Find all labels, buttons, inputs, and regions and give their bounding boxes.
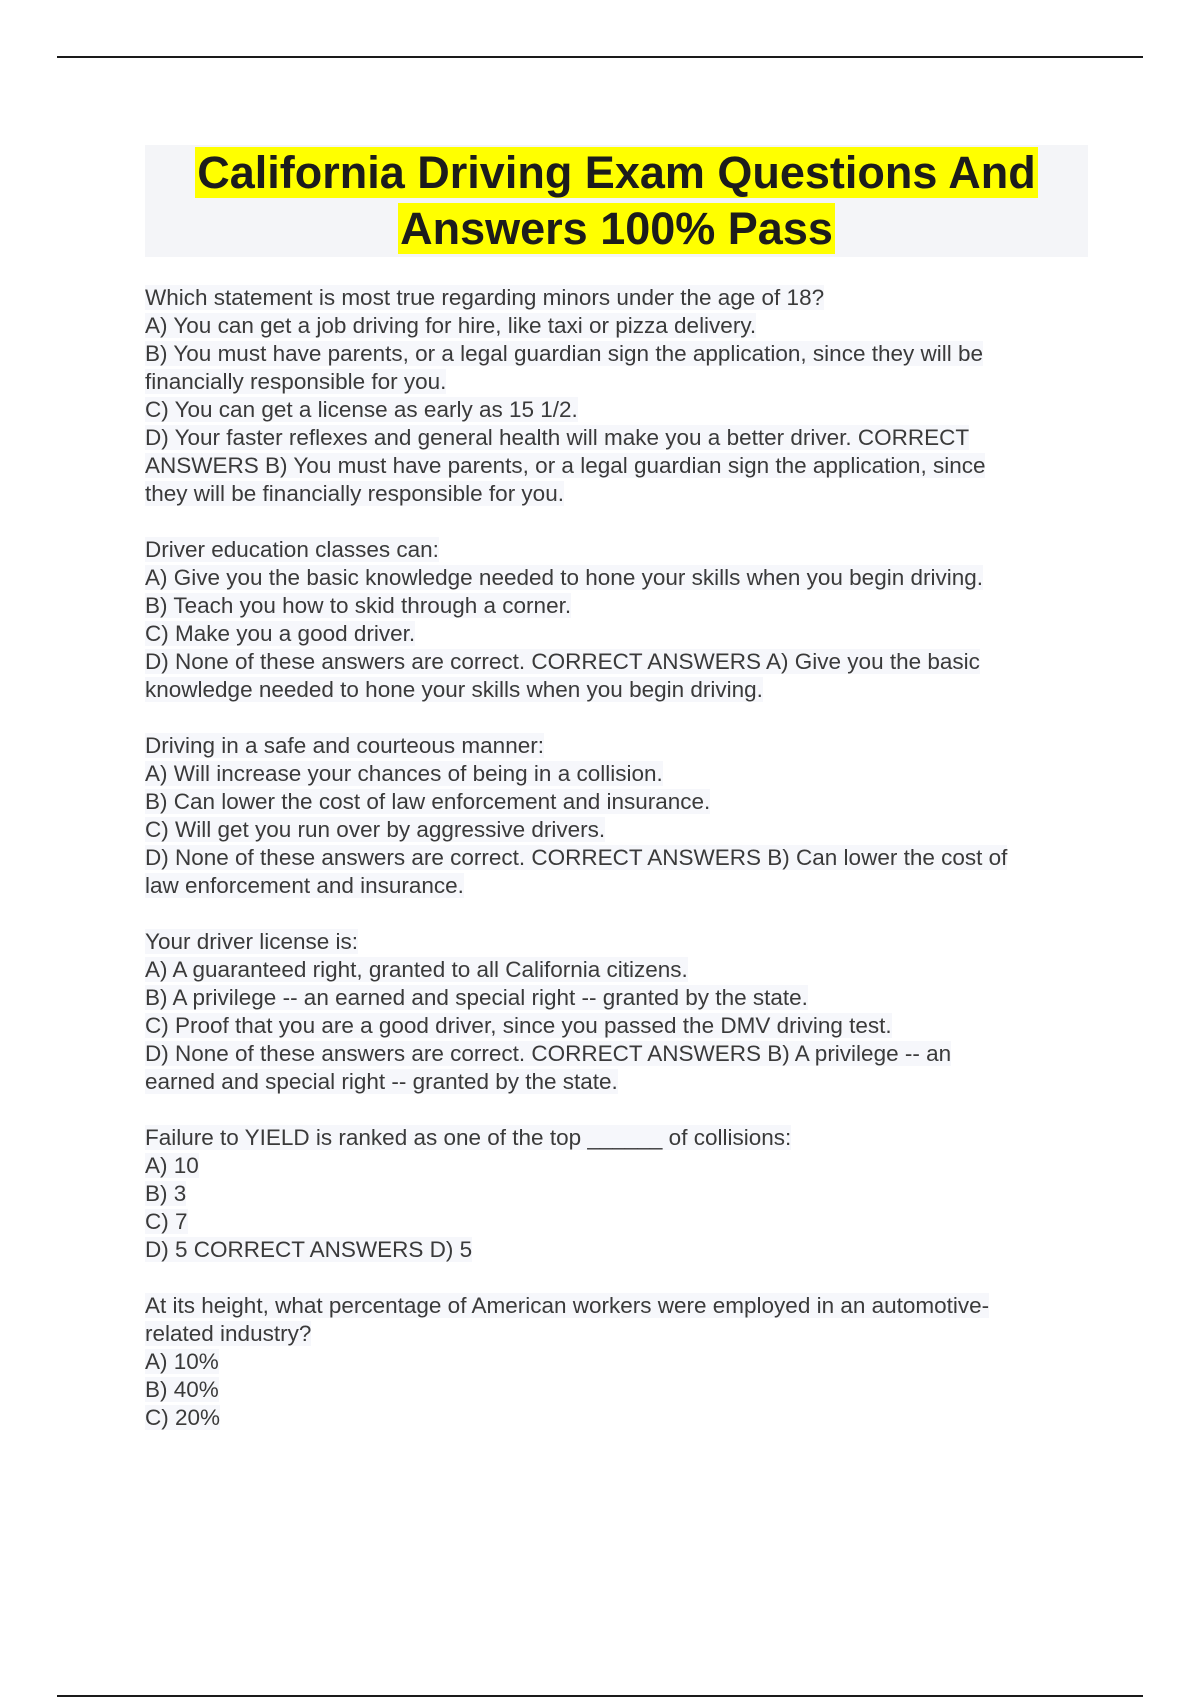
line-text: they will be financially responsible for you. [145, 481, 564, 506]
answer-line [145, 648, 1085, 676]
line-text: D) None of these answers are correct. CORRECT ANSWERS B) A privilege -- an [145, 1041, 952, 1066]
answer-line [145, 1208, 1085, 1236]
question-block [145, 284, 1085, 508]
line-text: A) Give you the basic knowledge needed to hone your skills when you begin driving. [145, 565, 984, 590]
page-title [145, 145, 1088, 257]
question-text [145, 732, 1085, 760]
question-text [145, 928, 1085, 956]
line-text: Driving in a safe and courteous manner: [145, 733, 544, 758]
line-text: B) 40% [145, 1377, 219, 1402]
answer-line [145, 844, 1085, 872]
line-text: C) You can get a license as early as 15 1/2. [145, 397, 578, 422]
line-text: B) Can lower the cost of law enforcement and insurance. [145, 789, 711, 814]
answer-line [145, 1040, 1085, 1068]
answer-line [145, 564, 1085, 592]
line-text: D) Your faster reflexes and general health will make you a better driver. CORRECT [145, 425, 970, 450]
line-text: C) Will get you run over by aggressive drivers. [145, 817, 606, 842]
answer-line [145, 396, 1085, 424]
line-text: B) You must have parents, or a legal guardian sign the application, since they will be [145, 341, 984, 366]
answer-line [145, 1404, 1085, 1432]
title-text: California Driving Exam Questions And Answers 100% Pass [197, 147, 1036, 254]
line-text: C) Make you a good driver. [145, 621, 416, 646]
question-text [145, 536, 1085, 564]
answer-line [145, 312, 1085, 340]
answer-line [145, 620, 1085, 648]
question-block [145, 928, 1085, 1096]
answer-line [145, 984, 1085, 1012]
question-block [145, 536, 1085, 704]
question-text [145, 1292, 1085, 1320]
answer-line [145, 788, 1085, 816]
line-text: financially responsible for you. [145, 369, 447, 394]
question-block [145, 732, 1085, 900]
line-text: A) A guaranteed right, granted to all California citizens. [145, 957, 688, 982]
line-text: law enforcement and insurance. [145, 873, 464, 898]
line-text: D) 5 CORRECT ANSWERS D) 5 [145, 1237, 473, 1262]
question-block [145, 1124, 1085, 1264]
answer-line [145, 1236, 1085, 1264]
line-text: A) 10 [145, 1153, 199, 1178]
question-block [145, 1292, 1085, 1432]
line-text: earned and special right -- granted by the state. [145, 1069, 618, 1094]
answer-line [145, 816, 1085, 844]
line-text: C) Proof that you are a good driver, since you passed the DMV driving test. [145, 1013, 892, 1038]
line-text: Your driver license is: [145, 929, 359, 954]
answer-line [145, 340, 1085, 368]
answer-line [145, 592, 1085, 620]
line-text: B) A privilege -- an earned and special right -- granted by the state. [145, 985, 808, 1010]
answer-line [145, 872, 1085, 900]
answer-line [145, 1012, 1085, 1040]
answer-line [145, 1068, 1085, 1096]
line-text: knowledge needed to hone your skills when you begin driving. [145, 677, 763, 702]
line-text: C) 7 [145, 1209, 188, 1234]
answer-line [145, 1376, 1085, 1404]
top-rule [57, 56, 1143, 58]
line-text: related industry? [145, 1321, 312, 1346]
answer-line [145, 480, 1085, 508]
answer-line [145, 760, 1085, 788]
answer-line [145, 1180, 1085, 1208]
line-text: At its height, what percentage of American workers were employed in an automotive- [145, 1293, 990, 1318]
line-text: B) Teach you how to skid through a corner. [145, 593, 572, 618]
answer-line [145, 1320, 1085, 1348]
bottom-rule [57, 1695, 1143, 1697]
line-text: Which statement is most true regarding minors under the age of 18? [145, 285, 825, 310]
line-text: Failure to YIELD is ranked as one of the top ______ of collisions: [145, 1125, 792, 1150]
line-text: C) 20% [145, 1405, 221, 1430]
line-text: ANSWERS B) You must have parents, or a legal guardian sign the application, since [145, 453, 986, 478]
question-text [145, 284, 1085, 312]
line-text: A) 10% [145, 1349, 219, 1374]
questions-list [145, 284, 1085, 1460]
answer-line [145, 1348, 1085, 1376]
line-text: D) None of these answers are correct. CORRECT ANSWERS B) Can lower the cost of [145, 845, 1008, 870]
line-text: B) 3 [145, 1181, 187, 1206]
answer-line [145, 452, 1085, 480]
line-text: Driver education classes can: [145, 537, 439, 562]
answer-line [145, 1152, 1085, 1180]
answer-line [145, 956, 1085, 984]
answer-line [145, 424, 1085, 452]
answer-line [145, 676, 1085, 704]
line-text: A) Will increase your chances of being in a collision. [145, 761, 663, 786]
question-text [145, 1124, 1085, 1152]
line-text: D) None of these answers are correct. CORRECT ANSWERS A) Give you the basic [145, 649, 980, 674]
answer-line [145, 368, 1085, 396]
title-block [145, 145, 1088, 257]
line-text: A) You can get a job driving for hire, like taxi or pizza delivery. [145, 313, 757, 338]
